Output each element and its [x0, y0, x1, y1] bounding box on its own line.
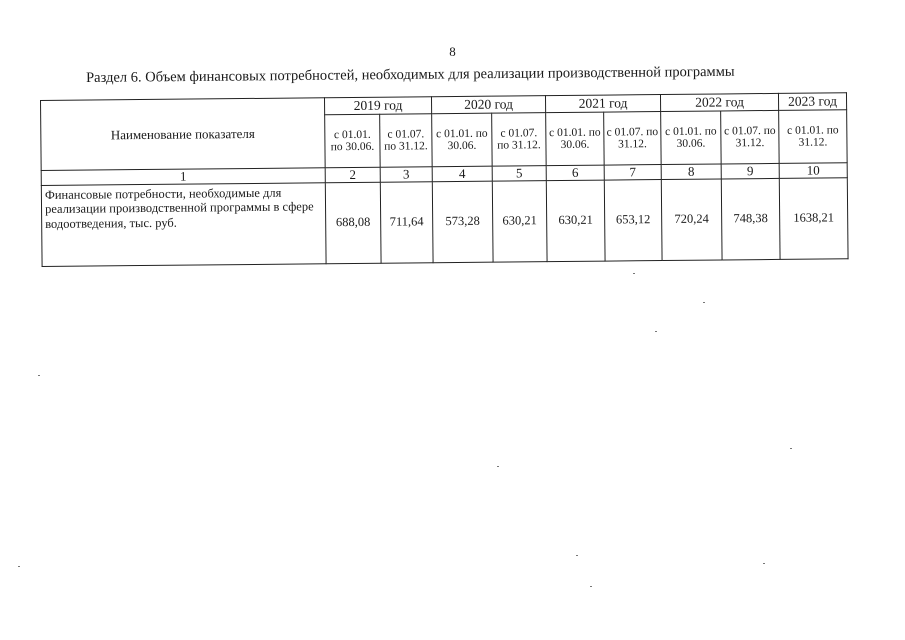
column-number: 1	[41, 168, 325, 186]
value-cell: 711,64	[380, 182, 433, 263]
value-cell: 573,28	[432, 181, 493, 263]
scan-speck	[38, 375, 40, 376]
financial-table-wrapper	[40, 92, 849, 267]
scan-speck	[497, 466, 499, 467]
value-cell: 748,38	[721, 178, 780, 260]
scan-speck	[655, 331, 657, 332]
value-cell: 630,21	[492, 181, 547, 263]
year-header-2023: 2023 год	[778, 93, 846, 111]
column-number: 9	[721, 163, 779, 179]
scan-speck	[703, 302, 705, 303]
row-label: Финансовые потребности, необходимые для реализации производственной программы в сфере водоотведения, тыс. руб.	[41, 183, 326, 267]
value-cell: 1638,21	[779, 178, 848, 260]
period-header: с 01.01. по 30.06.	[325, 114, 381, 168]
column-number: 2	[325, 167, 380, 183]
column-number: 3	[380, 167, 432, 182]
year-header-2021: 2021 год	[545, 95, 660, 113]
page-number: 8	[449, 44, 456, 59]
year-header-2020: 2020 год	[431, 96, 545, 114]
column-number: 4	[432, 166, 492, 182]
indicator-name-header: Наименование показателя	[41, 98, 326, 171]
period-header: с 01.07. по 31.12.	[492, 113, 547, 167]
period-header: с 01.07. по 31.12.	[721, 110, 780, 164]
period-header: с 01.07. по 31.12.	[604, 112, 662, 166]
table-row	[41, 178, 848, 267]
scan-speck	[590, 586, 592, 587]
year-header-2019: 2019 год	[324, 97, 431, 115]
scan-speck	[763, 563, 765, 564]
section-title: Раздел 6. Объем финансовых потребностей, необходимых для реализации производственной программы	[86, 63, 735, 86]
period-header: с 01.01. по 30.06.	[432, 113, 493, 167]
period-header: с 01.01. по 30.06.	[546, 112, 605, 166]
column-number: 6	[546, 165, 604, 181]
year-header-2022: 2022 год	[660, 93, 778, 111]
financial-needs-table	[40, 92, 849, 267]
period-header: с 01.07. по 31.12.	[380, 114, 433, 167]
scan-speck	[576, 555, 578, 556]
period-header: с 01.01. по 30.06.	[661, 111, 722, 165]
scan-speck	[18, 566, 20, 567]
column-number: 10	[779, 163, 847, 179]
scan-speck	[790, 448, 792, 449]
period-header: с 01.01. по 31.12.	[779, 110, 848, 164]
value-cell: 720,24	[661, 179, 722, 261]
scan-speck	[633, 273, 635, 274]
value-cell: 688,08	[325, 182, 381, 264]
column-number: 7	[604, 165, 661, 181]
column-number: 8	[661, 164, 721, 180]
value-cell: 630,21	[546, 180, 605, 262]
value-cell: 653,12	[604, 180, 662, 262]
column-number: 5	[492, 166, 546, 182]
